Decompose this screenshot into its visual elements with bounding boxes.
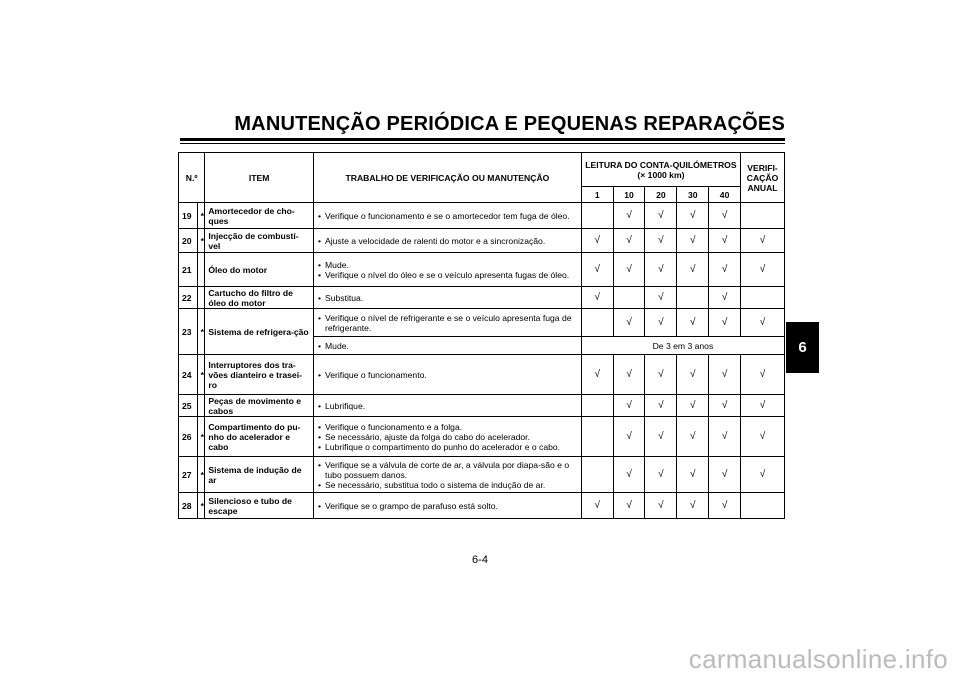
dealer-service-mark <box>197 253 205 287</box>
row-number: 24 <box>179 355 198 395</box>
dealer-service-mark: * <box>197 355 205 395</box>
header-no: N.º <box>179 153 205 203</box>
work-step: • Lubrifique. <box>317 401 578 411</box>
dealer-service-mark: * <box>197 417 205 457</box>
work-step: • Ajuste a velocidade de ralenti do motor e a sincronização. <box>317 236 578 246</box>
work-step: • Verifique o funcionamento e a folga. <box>317 422 578 432</box>
row-number: 20 <box>179 229 198 253</box>
dealer-service-mark: * <box>197 309 205 355</box>
interval-check: √ <box>581 355 613 395</box>
interval-check: √ <box>613 203 645 229</box>
table-row <box>179 287 785 309</box>
annual-check <box>741 287 785 309</box>
work-description <box>314 457 582 493</box>
page-number: 6-4 <box>472 554 488 566</box>
work-description <box>314 309 582 337</box>
interval-check <box>581 309 613 337</box>
interval-check: √ <box>645 493 677 519</box>
interval-check: √ <box>677 395 709 417</box>
table-row <box>179 493 785 519</box>
interval-check: √ <box>677 493 709 519</box>
work-step: • Se necessário, substitua todo o sistema de indução de ar. <box>317 480 578 490</box>
interval-check: √ <box>613 457 645 493</box>
annual-check <box>741 493 785 519</box>
row-number: 19 <box>179 203 198 229</box>
interval-check: √ <box>645 253 677 287</box>
row-number: 25 <box>179 395 198 417</box>
work-step: • Verifique o funcionamento. <box>317 370 578 380</box>
interval-check: √ <box>709 355 741 395</box>
table-row <box>179 203 785 229</box>
annual-check: √ <box>741 457 785 493</box>
interval-check: √ <box>677 253 709 287</box>
interval-check: √ <box>645 417 677 457</box>
row-number: 21 <box>179 253 198 287</box>
interval-check <box>677 287 709 309</box>
interval-check <box>581 203 613 229</box>
work-step: • Verifique o nível de refrigerante e se o veículo apresenta fuga de refrigerante. <box>317 313 578 333</box>
work-step: • Lubrifique o compartimento do punho do acelerador e o cabo. <box>317 442 578 452</box>
header-annual: VERIFI-CAÇÃO ANUAL <box>741 153 785 203</box>
interval-check: √ <box>677 309 709 337</box>
interval-check: √ <box>709 417 741 457</box>
item-name: Sistema de indução de ar <box>205 457 314 493</box>
interval-check: √ <box>677 417 709 457</box>
interval-check: √ <box>581 287 613 309</box>
table-row <box>179 355 785 395</box>
interval-check: √ <box>645 229 677 253</box>
work-description <box>314 203 582 229</box>
item-name: Óleo do motor <box>205 253 314 287</box>
item-name: Peças de movimento e cabos <box>205 395 314 417</box>
interval-check: √ <box>645 287 677 309</box>
chapter-tab: 6 <box>786 322 819 373</box>
dealer-service-mark <box>197 287 205 309</box>
item-name: Interruptores dos tra-vões dianteiro e trasei-ro <box>205 355 314 395</box>
interval-check: √ <box>709 229 741 253</box>
row-number: 27 <box>179 457 198 493</box>
header-odometer-line2: (× 1000 km) <box>637 169 685 180</box>
interval-check <box>581 417 613 457</box>
interval-check: √ <box>613 355 645 395</box>
interval-check: √ <box>709 457 741 493</box>
dealer-service-mark: * <box>197 229 205 253</box>
annual-check <box>741 203 785 229</box>
interval-check <box>581 395 613 417</box>
interval-check: √ <box>645 309 677 337</box>
interval-check: √ <box>709 287 741 309</box>
annual-check: √ <box>741 229 785 253</box>
work-step: • Verifique o nível do óleo e se o veículo apresenta fugas de óleo. <box>317 270 578 280</box>
item-name: Amortecedor de cho-ques <box>205 203 314 229</box>
work-step: • Verifique se a válvula de corte de ar, a válvula por diapa-são e o tubo possuem danos. <box>317 460 578 480</box>
interval-check: √ <box>709 253 741 287</box>
table-row <box>179 229 785 253</box>
table-row <box>179 457 785 493</box>
interval-check: √ <box>581 253 613 287</box>
item-name: Compartimento do pu-nho do acelerador e cabo <box>205 417 314 457</box>
work-description <box>314 395 582 417</box>
dealer-service-mark: * <box>197 457 205 493</box>
annual-check: √ <box>741 395 785 417</box>
table-row <box>179 309 785 337</box>
work-step: • Mude. <box>317 260 578 270</box>
header-km: 10 <box>613 187 645 203</box>
row-number: 23 <box>179 309 198 355</box>
item-name: Sistema de refrigera-ção <box>205 309 314 355</box>
header-odometer-line1: LEITURA DO CONTA-QUILÓMETROS <box>585 159 737 170</box>
annual-check: √ <box>741 309 785 337</box>
interval-check: √ <box>613 309 645 337</box>
interval-check: √ <box>613 417 645 457</box>
maintenance-table <box>178 152 785 519</box>
maintenance-table-body <box>179 203 785 519</box>
work-description <box>314 417 582 457</box>
table-row <box>179 395 785 417</box>
work-description <box>314 493 582 519</box>
header-km: 1 <box>581 187 613 203</box>
dealer-service-mark <box>197 395 205 417</box>
annual-check: √ <box>741 417 785 457</box>
interval-check <box>613 287 645 309</box>
work-step: • Verifique o funcionamento e se o amortecedor tem fuga de óleo. <box>317 211 578 221</box>
interval-check: √ <box>709 493 741 519</box>
item-name: Cartucho do filtro de óleo do motor <box>205 287 314 309</box>
work-description <box>314 253 582 287</box>
interval-check: √ <box>613 493 645 519</box>
page-title: MANUTENÇÃO PERIÓDICA E PEQUENAS REPARAÇÕES <box>234 113 785 135</box>
header-km: 20 <box>645 187 677 203</box>
item-name: Silencioso e tubo de escape <box>205 493 314 519</box>
header-km: 30 <box>677 187 709 203</box>
interval-check: √ <box>677 229 709 253</box>
watermark: carmanualsonline.info <box>688 644 948 674</box>
work-step: • Substitua. <box>317 293 578 303</box>
item-name: Injecção de combustí-vel <box>205 229 314 253</box>
work-step: • Verifique se o grampo de parafuso está solto. <box>317 501 578 511</box>
interval-check: √ <box>677 355 709 395</box>
header-work: TRABALHO DE VERIFICAÇÃO OU MANUTENÇÃO <box>314 153 582 203</box>
row-number: 26 <box>179 417 198 457</box>
row-number: 28 <box>179 493 198 519</box>
interval-check: √ <box>709 309 741 337</box>
interval-check <box>581 457 613 493</box>
interval-check: √ <box>645 395 677 417</box>
work-step: • Se necessário, ajuste da folga do cabo do acelerador. <box>317 432 578 442</box>
interval-span-note: De 3 em 3 anos <box>581 337 784 355</box>
work-description <box>314 229 582 253</box>
interval-check: √ <box>709 203 741 229</box>
interval-check: √ <box>613 253 645 287</box>
interval-check: √ <box>677 457 709 493</box>
annual-check: √ <box>741 253 785 287</box>
title-rule-thin <box>180 143 785 144</box>
header-km: 40 <box>709 187 741 203</box>
title-rule <box>180 138 785 141</box>
interval-check: √ <box>645 457 677 493</box>
interval-check: √ <box>613 395 645 417</box>
interval-check: √ <box>613 229 645 253</box>
interval-check: √ <box>677 203 709 229</box>
annual-check: √ <box>741 355 785 395</box>
interval-check: √ <box>709 395 741 417</box>
table-row <box>179 417 785 457</box>
header-odometer <box>581 153 740 187</box>
work-description <box>314 355 582 395</box>
table-row <box>179 253 785 287</box>
work-step: • Mude. <box>317 341 578 351</box>
interval-check: √ <box>645 355 677 395</box>
header-item: ITEM <box>205 153 314 203</box>
work-description <box>314 287 582 309</box>
dealer-service-mark: * <box>197 203 205 229</box>
interval-check: √ <box>581 229 613 253</box>
interval-check: √ <box>581 493 613 519</box>
dealer-service-mark: * <box>197 493 205 519</box>
row-number: 22 <box>179 287 198 309</box>
interval-check: √ <box>645 203 677 229</box>
work-description <box>314 337 582 355</box>
